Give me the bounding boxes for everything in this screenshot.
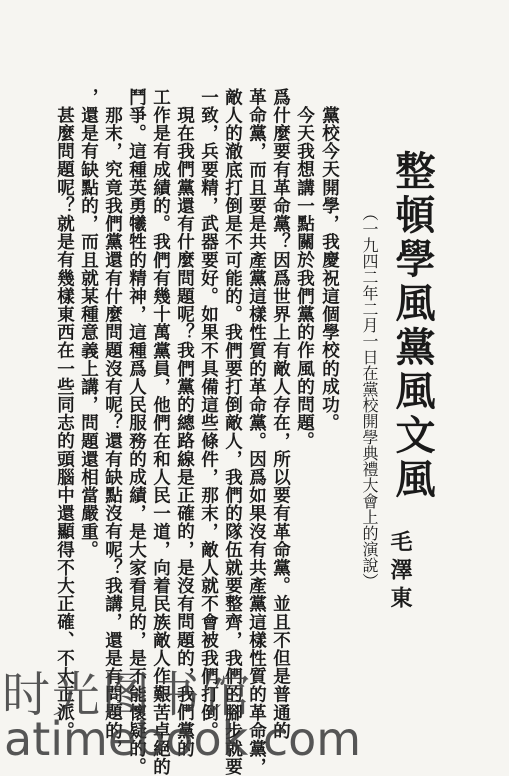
body-line: 鬥爭。這種英勇犧牲的精神，這種爲人民服務的成績，是大家看見的，是不能懷疑的。 [126,88,147,776]
body-line: 現在我們黨還有什麼問題呢？我們黨的總路線是正確的，是沒有問題的，我們黨的 [174,106,195,758]
body-line: 爲什麼要有革命黨？因爲世界上有敵人存在，所以要有革命黨。並且不但是普通的 [270,88,291,740]
body-line: 工作是有成績的。我們有幾十萬黨員，他們在和人民一道，向着民族敵人作艱苦卓絕的 [150,88,171,776]
body-line: 一致，兵要精，武器要好。如果不具備這些條件，那末，敵人就不會被我們打倒。 [198,88,219,740]
author-name: 毛澤東 [387,530,413,614]
body-line: 那末，究竟我們黨還有什麼問題沒有呢？還有缺點沒有呢？我講，還是有問題的， [102,106,123,758]
body-line: 敵人的澈底打倒是不可能的。我們要打倒敵人，我們的隊伍就要整齊，我們的腳步就要 [222,88,243,776]
watermark-title: 时光图书馆 [2,667,253,723]
body-line: 甚麼問題呢？就是有幾樣東西在一些同志的頭腦中還顯得不大正確、不大正派。 [54,106,75,740]
watermark-url: atimebook.com [4,712,362,766]
body-line: 今天我想講一點關於我們黨的作風的問題。 [294,106,315,450]
body-line: 黨校今天開學，我慶祝這個學校的成功。 [319,106,340,432]
body-line: ，還是有缺點的，而且就某種意義上講，問題還相當嚴重。 [78,88,99,559]
body-line: 革命黨，而且要是共產黨這樣性質的革命黨。因爲如果沒有共產黨這樣性質的革命黨， [246,88,267,776]
article-title: 整頓學風黨風文風 [389,150,436,502]
article-subtitle: （一九四二年二月一日在黨校開學典禮大會上的演說） [360,205,379,589]
